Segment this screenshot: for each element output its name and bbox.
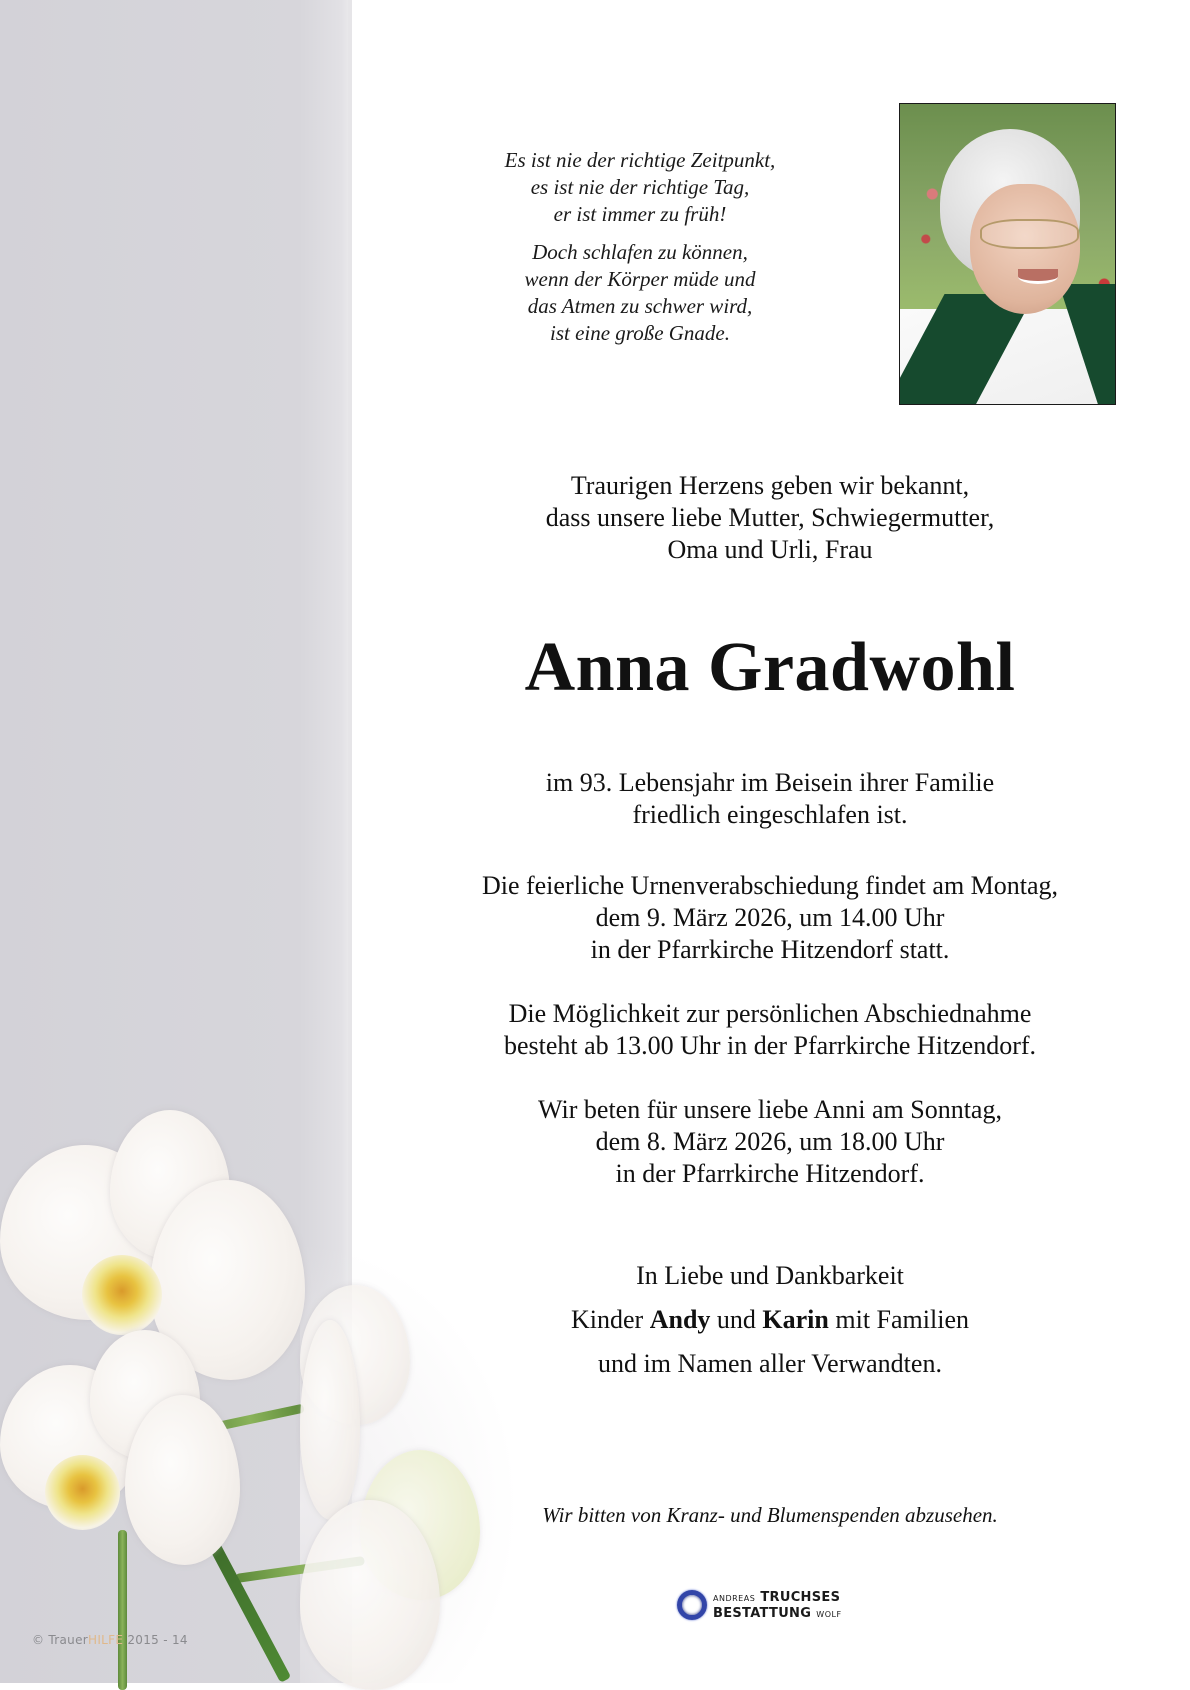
logo-andreas: ANDREAS bbox=[713, 1594, 756, 1603]
passing-line: im 93. Lebensjahr im Beisein ihrer Familie bbox=[545, 768, 995, 797]
ceremony-line: in der Pfarrkirche Hitzendorf statt. bbox=[590, 935, 950, 964]
poem-line: er ist immer zu früh! bbox=[553, 202, 727, 226]
poem-line: das Atmen zu schwer wird, bbox=[527, 294, 753, 318]
logo-bestattung: BESTATTUNG bbox=[713, 1606, 812, 1621]
logo-wolf: WOLF bbox=[816, 1610, 842, 1619]
child-name: Karin bbox=[762, 1305, 829, 1334]
ceremony-notice bbox=[400, 870, 1140, 966]
prayer-line: Wir beten für unsere liebe Anni am Sonntag, bbox=[538, 1095, 1002, 1124]
announcement-line: Oma und Urli, Frau bbox=[667, 535, 873, 564]
passing-notice bbox=[400, 767, 1140, 831]
closing-children-line bbox=[420, 1298, 1120, 1342]
poem-line: es ist nie der richtige Tag, bbox=[530, 175, 750, 199]
logo-truchses: TRUCHSES bbox=[760, 1590, 841, 1605]
copyright-highlight: HILFE bbox=[88, 1633, 124, 1647]
portrait-photo bbox=[899, 103, 1116, 405]
announcement bbox=[420, 470, 1120, 566]
photo-glasses bbox=[980, 219, 1079, 249]
logo-ring-icon bbox=[677, 1590, 707, 1620]
closing-signature bbox=[420, 1254, 1120, 1386]
farewell-notice bbox=[400, 998, 1140, 1062]
orchid-lip bbox=[82, 1255, 162, 1335]
copyright-notice bbox=[32, 1633, 188, 1647]
ceremony-line: Die feierliche Urnenverabschiedung findet am Montag, bbox=[481, 871, 1059, 900]
announcement-line: Traurigen Herzens geben wir bekannt, bbox=[570, 471, 970, 500]
farewell-line: besteht ab 13.00 Uhr in der Pfarrkirche Hitzendorf. bbox=[503, 1031, 1037, 1060]
deceased-name: Anna Gradwohl bbox=[524, 629, 1016, 706]
funeral-home-logo bbox=[677, 1589, 842, 1621]
poem-line: ist eine große Gnade. bbox=[549, 321, 731, 345]
child-name: Andy bbox=[649, 1305, 711, 1334]
photo-face bbox=[970, 184, 1080, 314]
orchid-stem bbox=[118, 1530, 127, 1690]
closing-line: und im Namen aller Verwandten. bbox=[598, 1349, 942, 1378]
poem-line: wenn der Körper müde und bbox=[524, 267, 756, 291]
closing-text: mit Familien bbox=[828, 1305, 969, 1334]
closing-line: In Liebe und Dankbarkeit bbox=[636, 1261, 904, 1290]
prayer-notice bbox=[400, 1094, 1140, 1190]
copyright-prefix: © Trauer bbox=[32, 1633, 88, 1647]
passing-line: friedlich eingeschlafen ist. bbox=[632, 800, 908, 829]
poem-stanza-2 bbox=[470, 239, 810, 347]
poem-line: Es ist nie der richtige Zeitpunkt, bbox=[504, 148, 776, 172]
logo-text bbox=[713, 1589, 842, 1621]
memorial-poem bbox=[470, 147, 810, 347]
farewell-line: Die Möglichkeit zur persönlichen Abschiednahme bbox=[508, 999, 1032, 1028]
closing-text: und bbox=[710, 1305, 763, 1334]
announcement-line: dass unsere liebe Mutter, Schwiegermutter, bbox=[545, 503, 995, 532]
poem-line: Doch schlafen zu können, bbox=[532, 240, 748, 264]
copyright-suffix: 2015 - 14 bbox=[123, 1633, 188, 1647]
orchid-lip bbox=[45, 1455, 120, 1530]
ceremony-line: dem 9. März 2026, um 14.00 Uhr bbox=[595, 903, 945, 932]
closing-text: Kinder bbox=[571, 1305, 650, 1334]
photo-smile bbox=[1018, 269, 1058, 284]
donation-note: Wir bitten von Kranz- und Blumenspenden abzusehen. bbox=[542, 1503, 998, 1527]
poem-stanza-1 bbox=[470, 147, 810, 228]
prayer-line: dem 8. März 2026, um 18.00 Uhr bbox=[595, 1127, 945, 1156]
prayer-line: in der Pfarrkirche Hitzendorf. bbox=[615, 1159, 925, 1188]
